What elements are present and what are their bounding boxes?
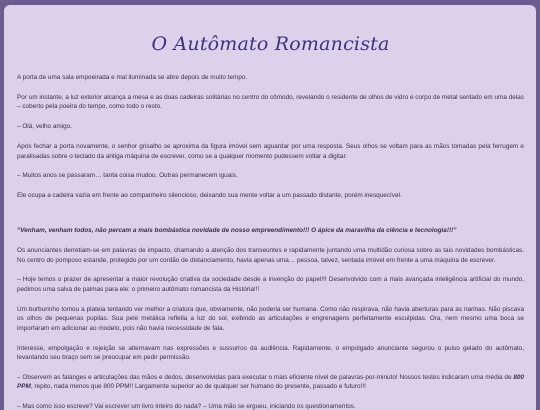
story-page (4, 5, 536, 410)
paragraph: Um burburinho tomou a plateia tentando ver melhor a criatura que, obviamente, não poderia ser humana. Como não respirava, não havia aberturas para as narinas. Não piscava os olhos de pequenas pupilas. Sua pele metálica refletia a luz do sol, exibindo as articulações e engrenagens perfeitamente esculpidas. Ora, nem mesmo uma boca se importaram em adicionar ao modelo, pois não havia necessidade de fala. (17, 305, 524, 332)
paragraph: Por um instante, a luz exterior alcança a mesa e as duas cadeiras solitárias no centro do cômodo, revelando o residente de olhos de vidro e corpo de metal sentado em uma delas – coberto pela poeira do tempo, como todo o resto. (17, 93, 524, 111)
dialogue-line: – Olá, velho amigo. (17, 123, 73, 131)
paragraph: A porta de uma sala empoeirada e mal iluminada se abre depois de muito tempo. (17, 74, 248, 81)
paragraph: Os anunciantes derretiam-se em palavras de impacto, chamando a atenção dos transeuntes e rapidamente juntando uma multidão curiosa sobre as tais novidades bombásticas. No centro do pomposo estande, protegido por um cordão de distanciamento, havia apenas uma… pessoa, talvez, sentada imóvel em frente a uma máquina de escrever. (17, 247, 524, 264)
dialogue-line: – Hoje temos o prazer de apresentar a maior revolução criativa da sociedade desde a invenção do papel!!! Desenvolvido com a mais avançada inteligência artificial do mundo, pedimos uma salva de palmas para ele: o primeiro autômato romancista da História!!! (17, 276, 524, 293)
paragraph: Ele ocupa a cadeira vazia em frente ao companheiro silencioso, deixando sua mente voltar a um passado distante, porém inesquecível. (17, 192, 402, 200)
dialogue-line: – Muitos anos se passaram… tanta coisa mudou. Outras permanecem iguais. (17, 172, 238, 180)
dialogue-line (17, 373, 524, 392)
section-gap (17, 211, 524, 226)
speed-text-after: , repito, nada menos que 800 PPM!! Largamente superior ao de qualquer ser humano do presente, passado e futuro!!! (30, 383, 366, 391)
speed-text-before: – Observem as falanges e articulações das mãos e dedos, desenvolvidas para executar o mais eficiente nível de palavras-por-minuto! Nossos testes indicaram uma média de (17, 373, 514, 381)
paragraph: Após fechar a porta novamente, o senhor grisalho se aproxima da figura imóvel sem aguardar por uma resposta. Seus olhos se voltam para as mãos tomadas pela ferrugem e paralisadas sobre o teclado da antiga máquina de escrever, como se a qualquer momento pudessem voltar a digitar. (17, 143, 524, 160)
story-title: O Autômato Romancista (151, 33, 390, 55)
dialogue-line: – Mas como isso escreve? Vai escrever um livro inteiro do nada? – Uma mão se ergueu, iniciando os questionamentos. (17, 403, 356, 410)
paragraph: Interesse, empolgação e rejeição se alternavam nas expressões e sussurros da audiência. Rapidamente, o empolgado anunciante segurou o pulso gelado do autômato, levantando seu braço sem se preocupar em pedir permissão. (17, 344, 524, 361)
speed-highlight: 800 PPM (17, 373, 524, 391)
flashback-quote: “Venham, venham todos, não percam a mais bombástica novidade de nosso empreendimento!!! O ápice da maravilha da ciência e tecnologia!!!” (17, 227, 457, 235)
